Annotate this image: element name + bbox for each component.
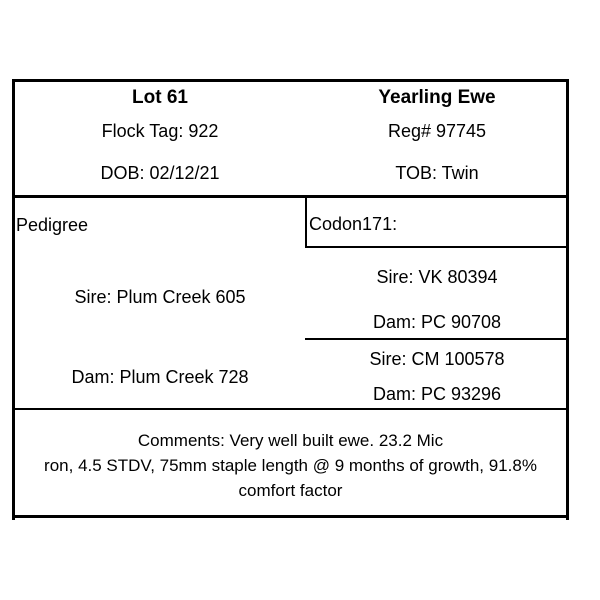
header-divider bbox=[12, 195, 569, 198]
dam-sire-name: Sire: CM 100578 bbox=[369, 349, 505, 369]
top-border bbox=[12, 79, 569, 82]
codon-box-bottom bbox=[305, 246, 568, 248]
lot-card bbox=[12, 79, 569, 520]
sire-name: Sire: Plum Creek 605 bbox=[74, 287, 246, 307]
pedigree-label: Pedigree bbox=[16, 215, 89, 235]
comments-line-3: comfort factor bbox=[238, 481, 343, 500]
registration-number: Reg# 97745 bbox=[387, 121, 487, 141]
comments-divider bbox=[12, 408, 569, 410]
right-border bbox=[566, 79, 569, 520]
dam-name: Dam: Plum Creek 728 bbox=[71, 367, 249, 387]
flock-tag: Flock Tag: 922 bbox=[101, 121, 219, 141]
type-of-birth: TOB: Twin bbox=[395, 163, 479, 183]
pedigree-right-divider bbox=[305, 338, 568, 340]
sire-dam-name: Dam: PC 90708 bbox=[372, 312, 502, 332]
lot-number: Lot 61 bbox=[132, 87, 188, 108]
codon-box-left bbox=[305, 196, 307, 248]
animal-category: Yearling Ewe bbox=[378, 87, 496, 108]
comments-line-2: ron, 4.5 STDV, 75mm staple length @ 9 months of growth, 91.8% bbox=[44, 456, 537, 475]
sire-sire-name: Sire: VK 80394 bbox=[376, 267, 498, 287]
codon-label: Codon171: bbox=[309, 214, 398, 234]
date-of-birth: DOB: 02/12/21 bbox=[100, 163, 220, 183]
bottom-border bbox=[12, 515, 569, 518]
left-border bbox=[12, 79, 15, 520]
comments-line-1: Comments: Very well built ewe. 23.2 Mic bbox=[137, 431, 444, 450]
dam-dam-name: Dam: PC 93296 bbox=[372, 384, 502, 404]
